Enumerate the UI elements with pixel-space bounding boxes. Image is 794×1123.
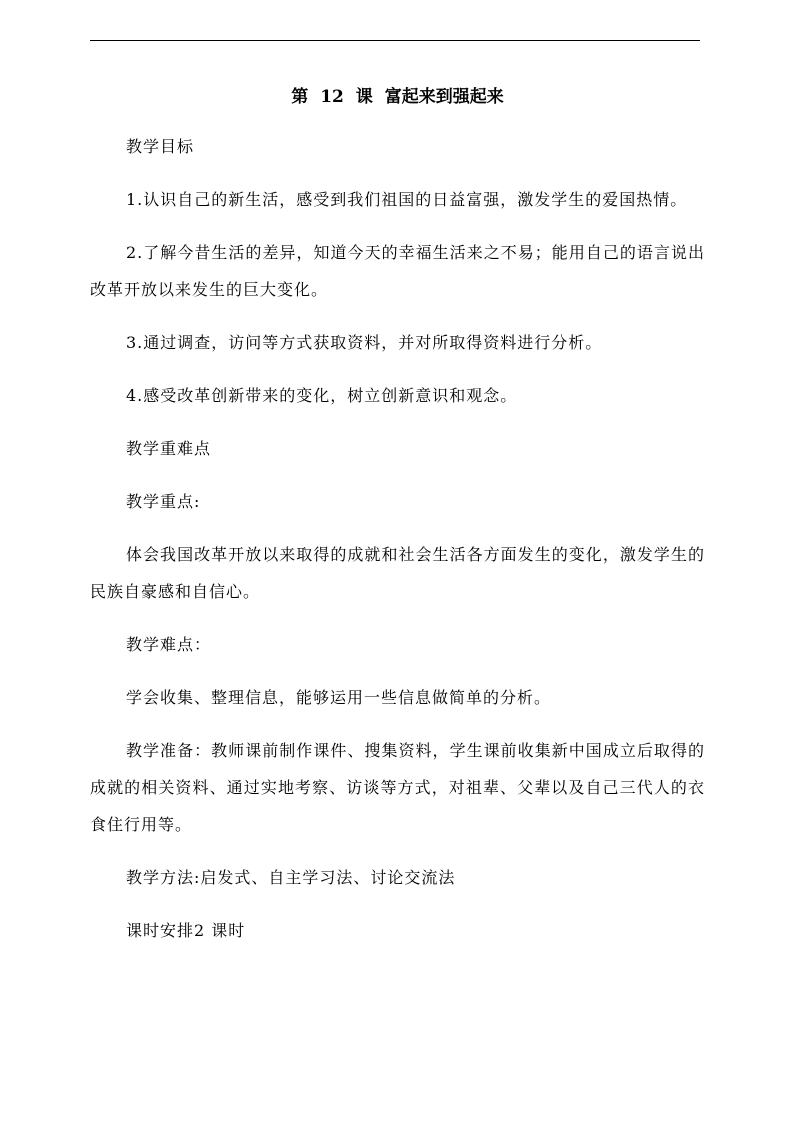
difficulties-label: 教学难点： [126,635,212,654]
key-points-text: 体会我国改革开放以来取得的成就和社会生活各方面发生的变化，激发学生的民族自豪感和自信心。 [90,545,705,601]
objective-1: 1.认识自己的新生活，感受到我们祖国的日益富强，激发学生的爱国热情。 [126,190,688,209]
teaching-methods: 教学方法:启发式、自主学习法、讨论交流法 [126,868,456,887]
key-points-label: 教学重点: [126,492,201,511]
objective-4: 4.感受改革创新带来的变化，树立创新意识和观念。 [126,386,518,405]
section-heading-key-difficult: 教学重难点 [126,439,212,458]
document-body [90,82,705,965]
header-rule [90,40,700,41]
objective-3: 3.通过调查，访问等方式获取资料，并对所取得资料进行分析。 [126,333,603,352]
section-heading-objectives: 教学目标 [126,137,195,156]
teaching-preparation: 教学准备：教师课前制作课件、搜集资料，学生课前收集新中国成立后取得的成就的相关资料、通过实地考察、访谈等方式，对祖辈、父辈以及自己三代人的衣食住行用等。 [90,741,705,834]
class-hours: 课时安排2 课时 [126,921,246,940]
difficulties-text: 学会收集、整理信息，能够运用一些信息做简单的分析。 [126,688,552,707]
objective-2: 2.了解今昔生活的差异，知道今天的幸福生活来之不易；能用自己的语言说出改革开放以来发生的巨大变化。 [90,243,705,299]
lesson-title: 第 12 课 富起来到强起来 [291,87,504,107]
